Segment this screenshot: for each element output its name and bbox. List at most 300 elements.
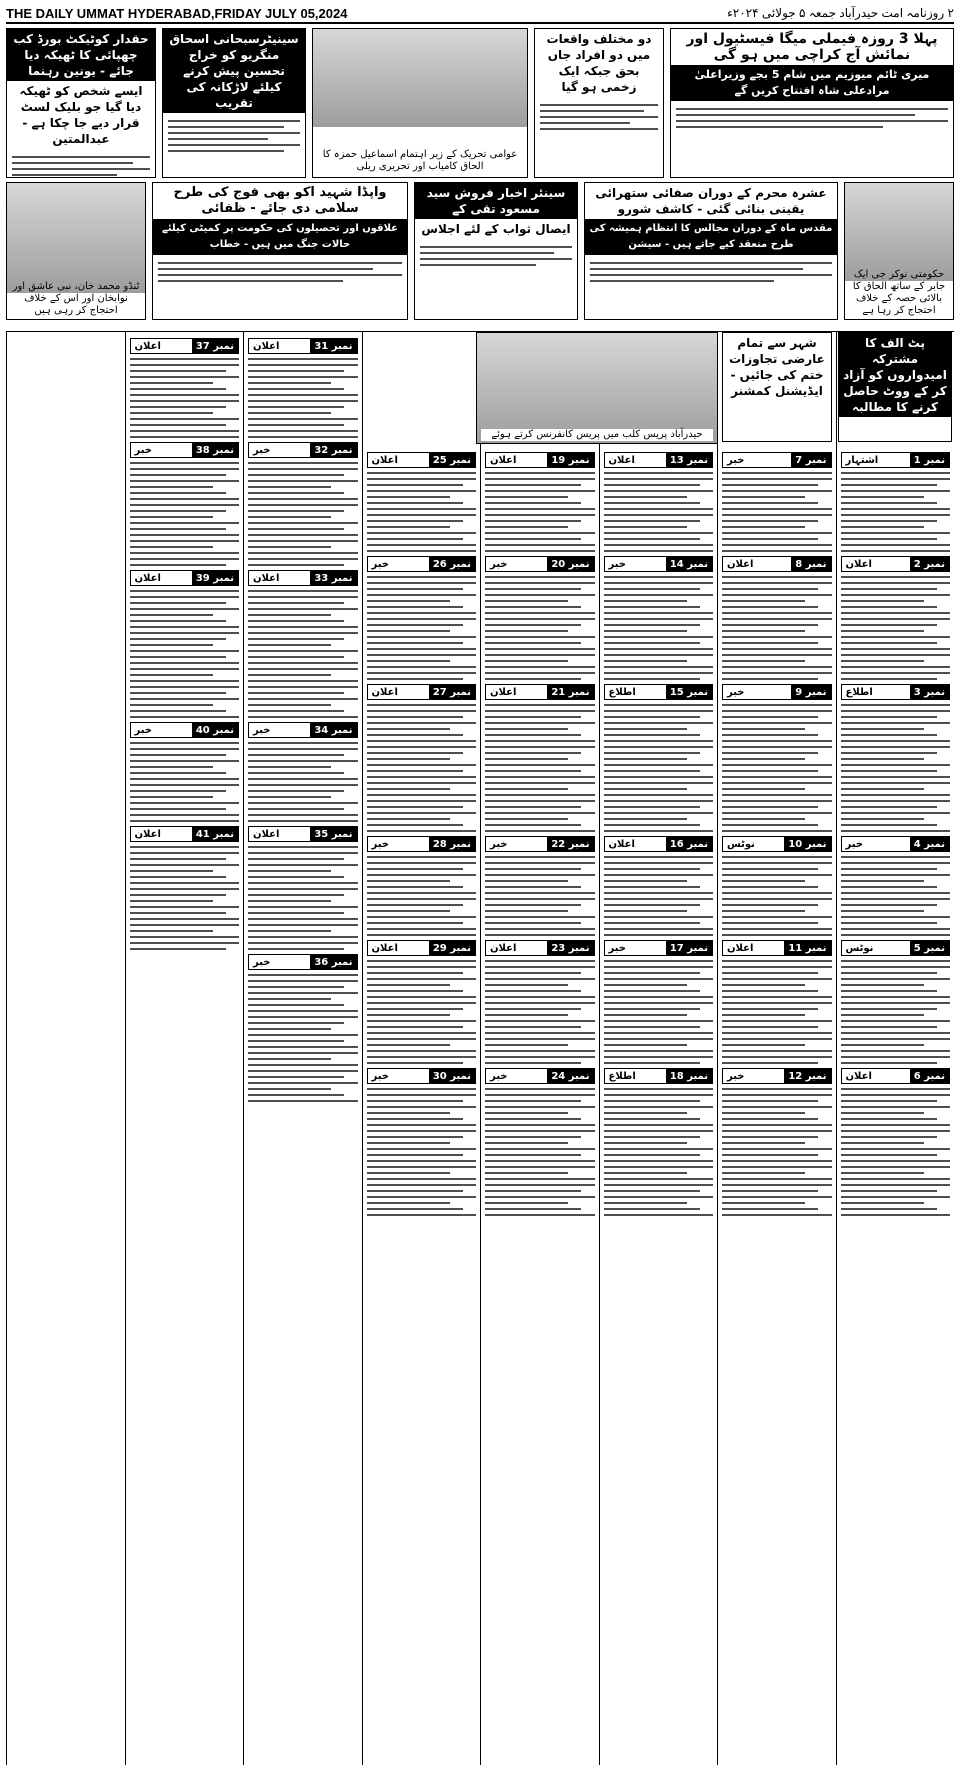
press-conference-banner[interactable] [476, 332, 718, 444]
classified-body [604, 856, 714, 936]
text-line [130, 704, 213, 706]
text-line [604, 990, 700, 992]
photo-caption: ٹنڈو محمد خان، نبی عاشق اور نوابخان اور اس کے خلاف احتجاج کر رہی ہیں [12, 281, 140, 316]
text-line [367, 600, 450, 602]
classified-body [841, 472, 951, 552]
classified-number: نمبر 17 [666, 941, 712, 955]
classified-heading[interactable] [367, 1068, 477, 1084]
text-line [367, 1154, 463, 1156]
text-line [367, 886, 463, 888]
text-line [722, 1214, 832, 1216]
text-line [841, 594, 951, 596]
text-line [841, 606, 937, 608]
text-line [248, 1052, 358, 1054]
text-line [248, 534, 358, 536]
text-line [248, 376, 358, 378]
classified-title: اعلان [371, 942, 398, 954]
text-line [367, 1166, 477, 1168]
text-line [722, 532, 832, 534]
text-line [604, 788, 687, 790]
classified-heading[interactable] [130, 722, 240, 738]
text-line [604, 892, 714, 894]
text-line [722, 502, 818, 504]
classified-heading[interactable] [248, 722, 358, 738]
text-line [248, 382, 331, 384]
text-line [604, 1124, 714, 1126]
classified-heading[interactable] [485, 940, 595, 956]
text-line [130, 760, 240, 762]
text-line [485, 716, 581, 718]
classified-heading[interactable] [604, 452, 714, 468]
text-line [722, 1106, 832, 1108]
text-line [248, 974, 358, 976]
story-box-6[interactable] [152, 182, 408, 320]
text-line [248, 1016, 358, 1018]
text-line [604, 758, 687, 760]
classified-heading[interactable] [604, 556, 714, 572]
text-line [604, 1032, 714, 1034]
text-line [485, 1032, 595, 1034]
text-line [130, 784, 240, 786]
text-line [248, 516, 331, 518]
classified-heading[interactable] [367, 940, 477, 956]
text-line [367, 502, 463, 504]
story-box-1[interactable] [6, 28, 156, 178]
text-line [604, 594, 714, 596]
text-line [367, 868, 463, 870]
banner-caption: حیدرآباد پریس کلب میں پریس کانفرنس کرتے ہوئے [481, 429, 713, 441]
classified-heading[interactable] [841, 940, 951, 956]
text-line [130, 358, 240, 360]
text-line [841, 1050, 951, 1052]
text-line [367, 928, 477, 930]
text-line [248, 918, 358, 920]
text-line [248, 1094, 344, 1096]
text-line [485, 1190, 581, 1192]
text-line [841, 654, 951, 656]
text-line [367, 544, 477, 546]
text-line [722, 758, 805, 760]
classified-heading[interactable] [485, 684, 595, 700]
text-line [130, 710, 226, 712]
text-line [367, 812, 477, 814]
text-line [248, 1040, 344, 1042]
text-line [130, 474, 226, 476]
text-line [722, 1190, 818, 1192]
text-line [130, 540, 240, 542]
story-subhead: میری ٹائم میوزیم میں شام 5 بجے وزیراعلیٰ مرادعلی شاہ افتتاح کریں گے [671, 65, 953, 101]
text-line [604, 862, 714, 864]
story-box-4[interactable] [534, 28, 664, 178]
text-line [722, 1124, 832, 1126]
text-line [248, 1022, 344, 1024]
classified-heading[interactable] [485, 1068, 595, 1084]
classified-heading[interactable] [722, 940, 832, 956]
classified-body [841, 704, 951, 832]
classified-heading[interactable] [841, 684, 951, 700]
text-line [248, 936, 358, 938]
story-headline: پہلا 3 روزہ فیملی میگا فیسٹیول اور نمائش آج کراچی میں ہو گی [686, 31, 938, 63]
classified-heading[interactable] [248, 954, 358, 970]
text-line [130, 650, 240, 652]
text-line [841, 1130, 951, 1132]
story-box-8[interactable] [584, 182, 838, 320]
text-line [604, 984, 687, 986]
story-headline: حقدار کوٹیکٹ بورڈ کب چھپائی کا ٹھیکہ دیا جائے - یونین رہنما [7, 29, 155, 81]
classified-body [485, 960, 595, 1064]
classified-title: خبر [727, 1070, 745, 1082]
text-line [604, 856, 714, 858]
text-line [604, 1142, 687, 1144]
text-line [722, 886, 818, 888]
classified-heading[interactable] [367, 836, 477, 852]
classified-heading[interactable] [604, 836, 714, 852]
text-line [130, 802, 240, 804]
text-line [485, 630, 568, 632]
text-line [130, 924, 240, 926]
text-line [841, 1178, 951, 1180]
text-line [485, 874, 595, 876]
classified-heading[interactable] [248, 442, 358, 458]
text-line [604, 514, 714, 516]
text-line [367, 594, 477, 596]
text-line [367, 1184, 477, 1186]
text-line [367, 1062, 463, 1064]
classified-number: نمبر 12 [784, 1069, 830, 1083]
text-line [248, 858, 344, 860]
text-line [604, 728, 687, 730]
text-line [841, 642, 937, 644]
text-line [841, 1136, 937, 1138]
classified-title: خبر [490, 838, 508, 850]
classified-heading[interactable] [130, 338, 240, 354]
text-line [248, 698, 358, 700]
text-line [485, 484, 581, 486]
classified-heading[interactable] [722, 836, 832, 852]
text-line [130, 686, 240, 688]
text-line [604, 1202, 687, 1204]
text-line [367, 800, 477, 802]
text-line [485, 672, 595, 674]
text-line [722, 666, 832, 668]
text-line [130, 820, 240, 822]
classified-heading[interactable] [841, 836, 951, 852]
classified-heading[interactable] [604, 940, 714, 956]
text-line [367, 654, 477, 656]
text-line [367, 874, 477, 876]
text-line [130, 382, 213, 384]
text-line [841, 1142, 924, 1144]
text-line [485, 1130, 595, 1132]
classified-heading[interactable] [722, 684, 832, 700]
text-line [130, 388, 226, 390]
text-line [604, 1172, 687, 1174]
text-line [722, 478, 832, 480]
classified-title: اعلان [134, 828, 161, 840]
masthead-urdu: ۲ روزنامہ امت حیدرآباد جمعہ ۵ جولائی ۲۰۲۴ء [727, 6, 954, 20]
text-line [604, 800, 714, 802]
text-line [248, 710, 344, 712]
classified-body [722, 472, 832, 552]
text-line [604, 978, 714, 980]
text-line [130, 882, 240, 884]
classified-heading[interactable] [722, 1068, 832, 1084]
classified-heading[interactable] [604, 684, 714, 700]
text-line [130, 656, 226, 658]
classified-number: نمبر 4 [910, 837, 949, 851]
text-line [604, 550, 714, 552]
text-line [248, 1034, 358, 1036]
story-box-5[interactable] [670, 28, 954, 178]
text-line [367, 582, 477, 584]
text-line [367, 636, 477, 638]
text-line [841, 856, 951, 858]
classified-number: نمبر 3 [910, 685, 949, 699]
text-line [248, 656, 344, 658]
classified-heading[interactable] [130, 570, 240, 586]
text-line [248, 650, 358, 652]
classified-title: اعلان [608, 454, 635, 466]
text-line [485, 642, 581, 644]
text-line [722, 654, 832, 656]
text-line [367, 966, 477, 968]
text-line [130, 918, 240, 920]
text-line [130, 864, 240, 866]
text-line [248, 1058, 331, 1060]
photo-box-left[interactable] [6, 182, 146, 320]
classified-body [485, 856, 595, 936]
text-line [485, 496, 568, 498]
text-line [722, 1088, 832, 1090]
photo [845, 183, 953, 281]
text-line [130, 522, 240, 524]
text-line [841, 734, 937, 736]
text-line [248, 394, 358, 396]
text-line [841, 1100, 937, 1102]
text-line [841, 1014, 924, 1016]
text-line [841, 666, 951, 668]
text-line [485, 794, 595, 796]
story-box-3[interactable] [312, 28, 528, 178]
text-line [841, 472, 951, 474]
classified-title: خبر [371, 1070, 390, 1082]
text-line [841, 1020, 951, 1022]
text-line [841, 1044, 924, 1046]
classified-heading[interactable] [130, 826, 240, 842]
text-line [604, 526, 687, 528]
text-line [485, 770, 581, 772]
text-line [722, 538, 818, 540]
text-line [722, 1160, 832, 1162]
story-box-7[interactable] [414, 182, 578, 320]
text-line [841, 728, 924, 730]
text-line [485, 1118, 581, 1120]
text-line [604, 934, 714, 936]
classified-heading[interactable] [248, 570, 358, 586]
text-line [485, 710, 595, 712]
text-line [485, 1112, 568, 1114]
classified-heading[interactable] [367, 556, 477, 572]
classified-heading[interactable] [722, 556, 832, 572]
classified-title: اعلان [371, 454, 398, 466]
text-line [722, 544, 832, 546]
text-line [130, 528, 226, 530]
text-line [485, 856, 595, 858]
classified-body [604, 704, 714, 832]
text-line [841, 1184, 951, 1186]
text-line [248, 546, 331, 548]
text-line [841, 1148, 951, 1150]
text-line [841, 868, 937, 870]
text-line [367, 862, 477, 864]
text-line [722, 1118, 818, 1120]
text-line [604, 776, 714, 778]
text-line [130, 662, 240, 664]
text-line [722, 856, 832, 858]
text-line [485, 1124, 595, 1126]
classified-body [248, 358, 358, 438]
text-line [722, 1062, 818, 1064]
classified-heading[interactable] [722, 452, 832, 468]
classified-heading[interactable] [841, 1068, 951, 1084]
text-line [722, 1112, 805, 1114]
text-line [604, 606, 700, 608]
classified-heading[interactable] [841, 556, 951, 572]
text-line [485, 904, 581, 906]
text-line [841, 880, 924, 882]
text-line [248, 564, 344, 566]
text-line [841, 526, 924, 528]
text-line [722, 984, 805, 986]
classified-body [367, 856, 477, 936]
classified-title: اعلان [608, 838, 635, 850]
text-line [248, 930, 331, 932]
text-line [841, 758, 924, 760]
classified-heading[interactable] [248, 826, 358, 842]
text-line [722, 910, 805, 912]
classified-number: نمبر 27 [429, 685, 475, 699]
classified-heading[interactable] [604, 1068, 714, 1084]
text-line [485, 1172, 568, 1174]
text-line [604, 746, 714, 748]
text-line [722, 818, 805, 820]
text-line [841, 544, 951, 546]
text-line [248, 998, 331, 1000]
text-line [248, 766, 331, 768]
classified-title: خبر [845, 838, 864, 850]
banner-sub-box[interactable] [722, 332, 832, 442]
text-line [604, 806, 700, 808]
text-line [722, 582, 832, 584]
text-line [485, 1160, 595, 1162]
text-line [841, 1166, 951, 1168]
text-line [604, 1002, 714, 1004]
text-line [604, 532, 714, 534]
text-line [841, 1088, 951, 1090]
text-line [367, 922, 463, 924]
text-line [604, 928, 714, 930]
text-line [841, 576, 951, 578]
classified-number: نمبر 13 [666, 453, 712, 467]
text-line [485, 990, 581, 992]
text-line [248, 870, 331, 872]
classified-heading[interactable] [485, 452, 595, 468]
classified-heading[interactable] [367, 684, 477, 700]
classified-title: اعلان [134, 340, 161, 352]
text-line [485, 1166, 595, 1168]
text-line [485, 960, 595, 962]
text-line [248, 912, 344, 914]
text-line [722, 794, 832, 796]
text-line [367, 740, 477, 742]
text-line [604, 874, 714, 876]
classified-heading[interactable] [485, 836, 595, 852]
text-line [130, 394, 240, 396]
text-line [367, 758, 450, 760]
text-line [130, 796, 213, 798]
classified-body [248, 462, 358, 566]
text-line [130, 680, 240, 682]
text-line [367, 898, 477, 900]
classified-heading[interactable] [485, 556, 595, 572]
text-line [722, 594, 832, 596]
text-line [248, 784, 358, 786]
text-line [841, 1002, 951, 1004]
classified-heading[interactable] [130, 442, 240, 458]
text-line [485, 612, 595, 614]
text-line [248, 948, 344, 950]
text-line [485, 582, 595, 584]
story-headline: عوامی تحریک کے زیر اہتمام اسماعیل حمزہ کا الحاق کامیاب اور تحریری ریلی [322, 149, 518, 172]
text-line [841, 788, 924, 790]
text-line [485, 1148, 595, 1150]
classified-body [130, 590, 240, 718]
classified-body [130, 358, 240, 438]
text-line [841, 1118, 937, 1120]
photo-box-right[interactable] [844, 182, 954, 320]
classified-heading[interactable] [841, 452, 951, 468]
text-line [722, 824, 818, 826]
text-line [367, 1178, 477, 1180]
text-line [841, 812, 951, 814]
text-line [248, 1082, 358, 1084]
text-line [841, 934, 951, 936]
text-line [722, 928, 832, 930]
text-line [604, 1062, 700, 1064]
text-line [841, 478, 951, 480]
classified-number: نمبر 33 [310, 571, 356, 585]
masthead-english: THE DAILY UMMAT HYDERABAD,FRIDAY JULY 05,2024 [6, 5, 348, 21]
text-line [485, 824, 581, 826]
classified-heading[interactable] [367, 452, 477, 468]
classified-body [604, 960, 714, 1064]
column [717, 332, 836, 1765]
text-line [604, 630, 687, 632]
text-line [485, 728, 568, 730]
text-line [841, 704, 951, 706]
text-line [722, 1172, 805, 1174]
text-line [604, 770, 700, 772]
story-box-2[interactable] [162, 28, 306, 178]
text-line [841, 588, 937, 590]
classified-heading[interactable] [248, 338, 358, 354]
text-line [722, 722, 832, 724]
text-line [130, 698, 240, 700]
classified-body [248, 590, 358, 718]
text-line [367, 624, 463, 626]
text-line [248, 552, 358, 554]
banner-headline-box[interactable] [838, 332, 952, 442]
